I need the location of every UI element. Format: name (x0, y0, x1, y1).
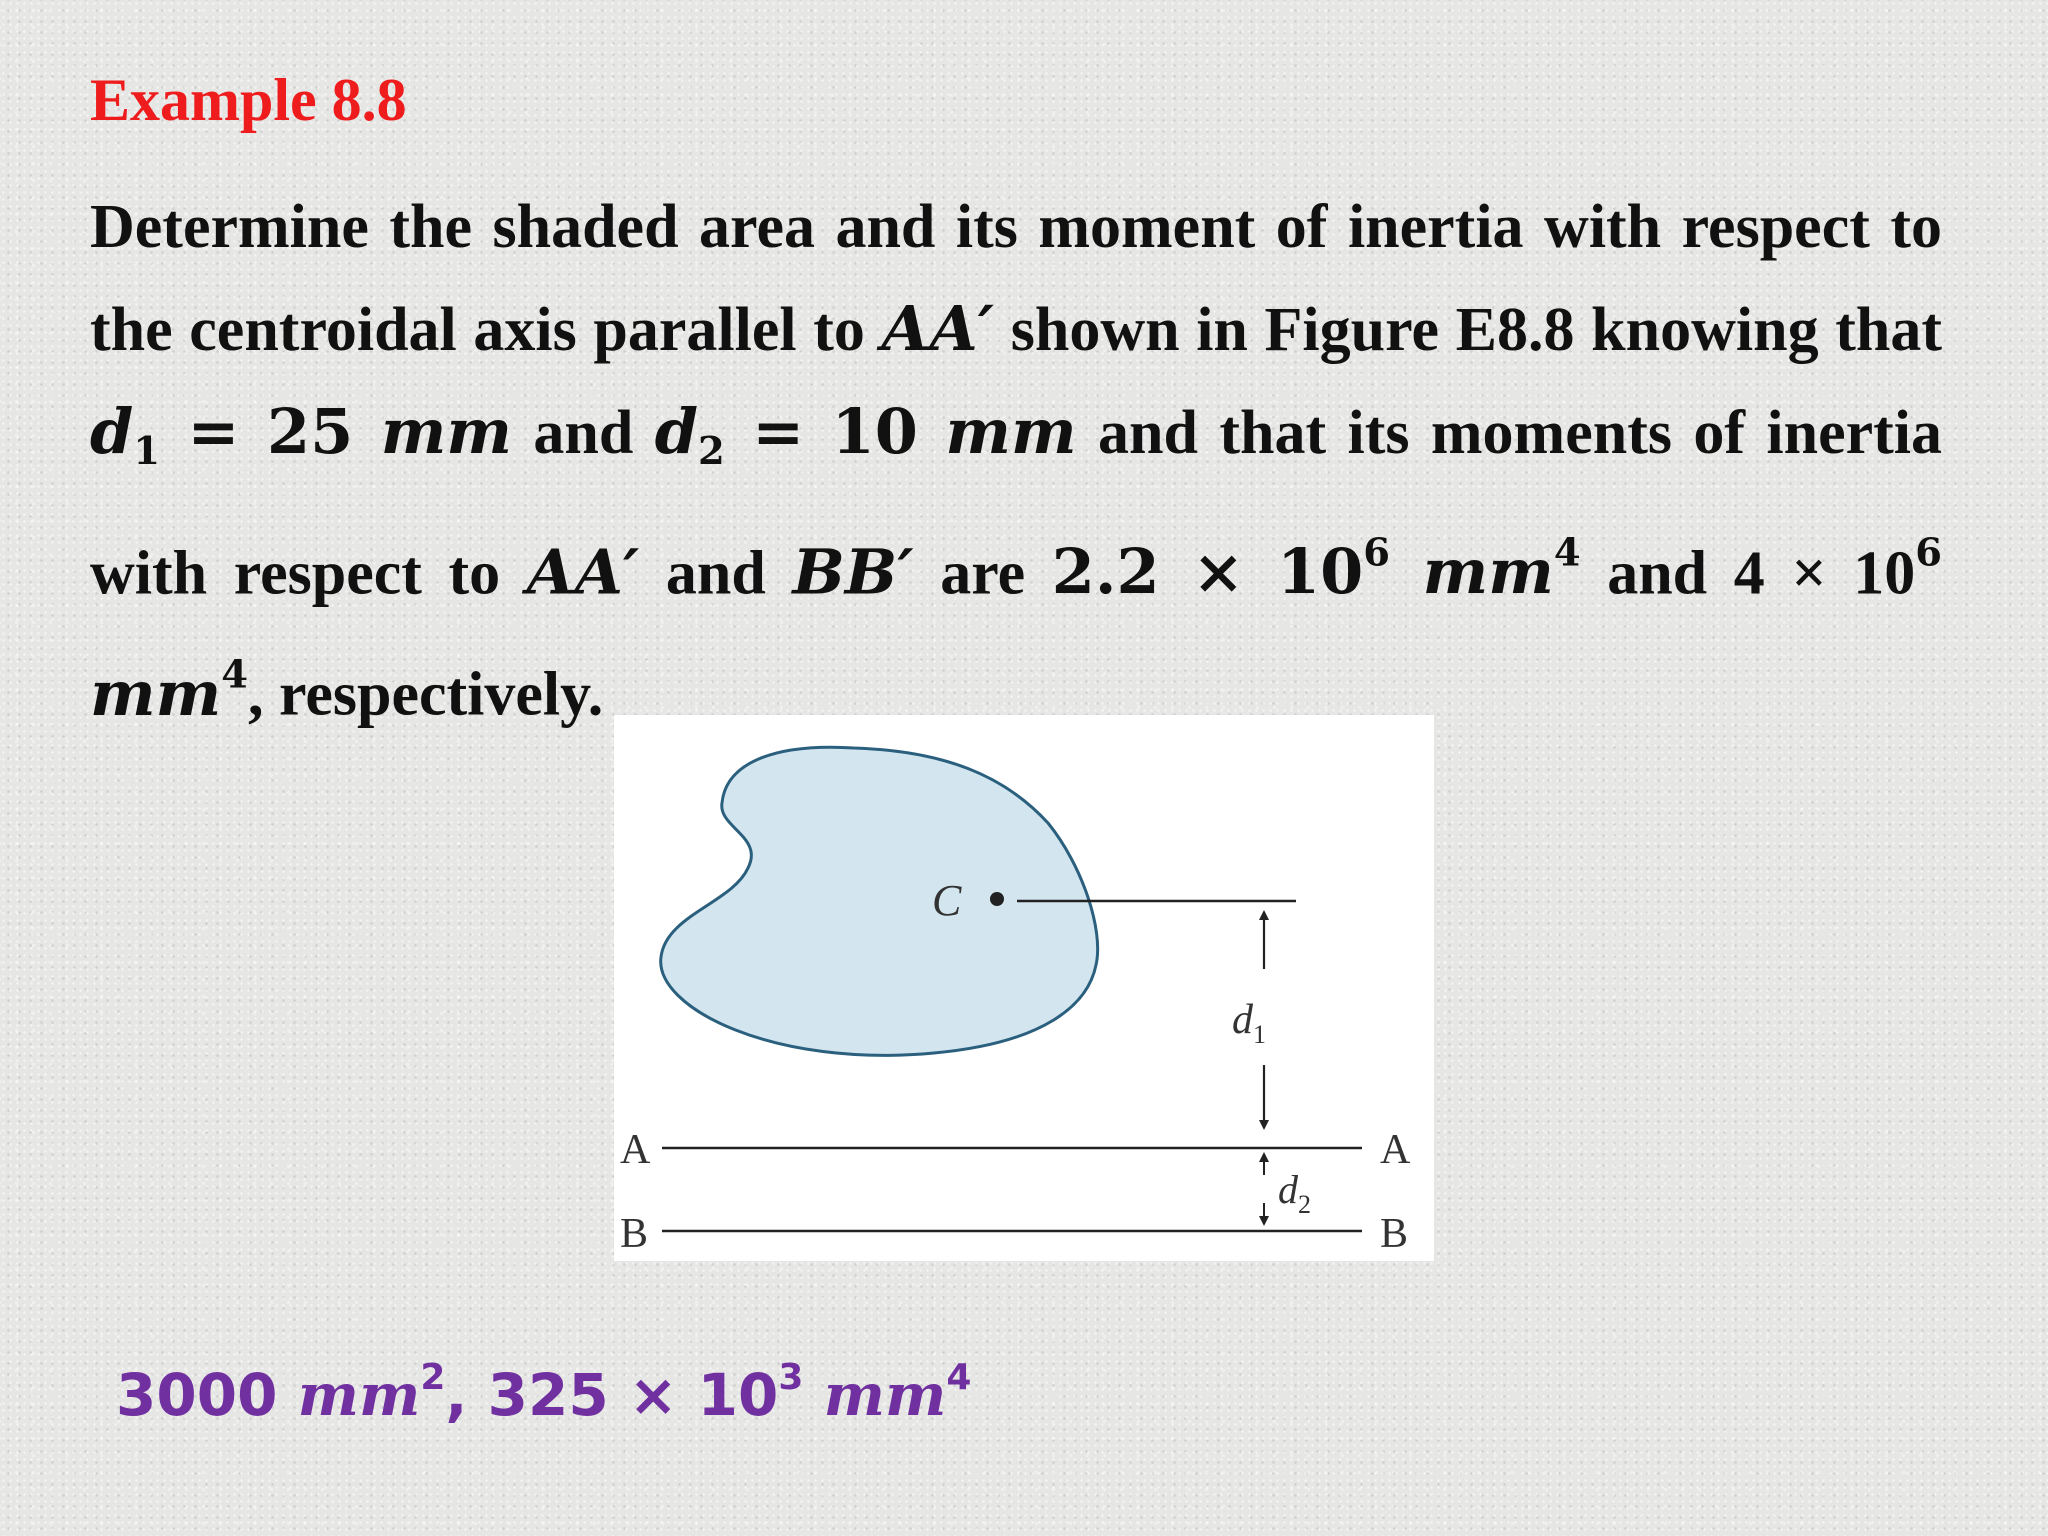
answer-separator: , 325 × 10 (445, 1360, 779, 1429)
centroid-label: C (932, 876, 962, 925)
answer (116, 1338, 971, 1435)
problem-and: and (511, 399, 655, 467)
inertia-aa-value: $2.2 \times 10^6$ $mm^4$ (1051, 530, 1581, 609)
answer-unit-1: mm (297, 1360, 421, 1429)
axis-a-left-label: A (620, 1127, 651, 1173)
axis-bb-label: BB′ (792, 535, 914, 609)
problem-text-7: , respectively. (247, 661, 604, 730)
inertia-bb-value: $^6$ $mm^4$ (90, 530, 1943, 731)
figure-svg (614, 715, 1434, 1261)
example-title: Example 8.8 (90, 67, 407, 133)
axis-a-right-label: A (1380, 1127, 1411, 1173)
figure-e8-8 (614, 715, 1434, 1261)
problem-text-1: Determine the shaded area and its moment of inertia with respect to the centroidal axis parallel to (90, 193, 1942, 364)
problem-text-2: shown in Figure E8.8 knowing that (994, 296, 1943, 364)
d2-equation: $d_2 = 10$ mm (654, 395, 1077, 474)
axis-aa-label-2: AA′ (526, 535, 640, 609)
answer-power-exponent: 3 (778, 1357, 804, 1398)
answer-inertia-exponent: 4 (946, 1357, 972, 1398)
d1-label: $d_1$ (1232, 997, 1266, 1049)
d2-label: $d_2$ (1278, 1167, 1311, 1219)
problem-text-3: and that its moments of inertia with respect to (90, 399, 1943, 608)
problem-text-5: are (913, 539, 1052, 608)
problem-text-4: and (639, 539, 793, 608)
axis-b-left-label: B (620, 1211, 649, 1257)
problem-statement (90, 176, 1942, 746)
answer-unit-2: mm (823, 1360, 947, 1429)
answer-area-value: 3000 (116, 1360, 298, 1429)
axis-aa-label: AA′ (881, 292, 995, 365)
axis-b-right-label: B (1380, 1211, 1409, 1257)
answer-area-exponent: 2 (420, 1357, 446, 1398)
problem-text-6: and 4 × 10 (1580, 539, 1916, 608)
d1-equation: $d_1 = 25$ mm (90, 395, 512, 474)
centroid-point (990, 892, 1004, 906)
